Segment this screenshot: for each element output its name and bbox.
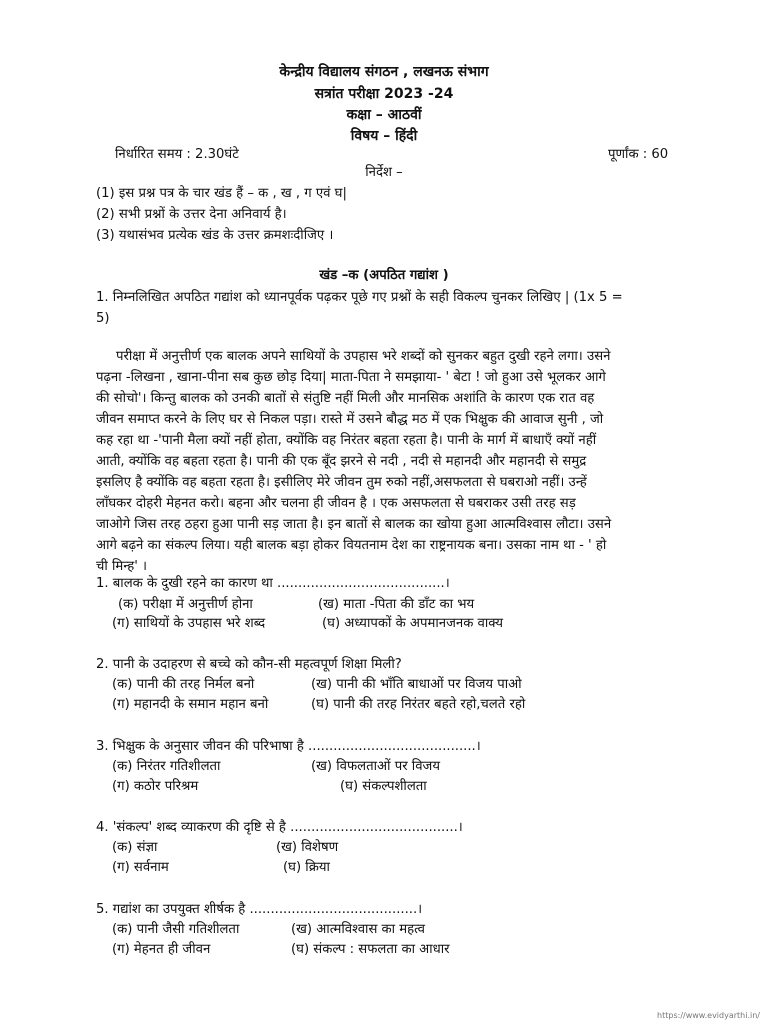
q3-option-ka: (क) निरंतर गतिशीलता [112,759,221,774]
q5-option-ga: (ग) मेहनत ही जीवन [112,942,211,957]
q4-option-ga: (ग) सर्वनाम [112,860,169,875]
question-5: 5. गद्यांश का उपयुक्त शीर्षक है ........................................। [96,902,423,917]
q5-option-ka: (क) पानी जैसी गतिशीलता [112,922,240,937]
q3-option-gha: (घ) संकल्पशीलता [340,779,427,794]
passage-line: की सोचो'। किन्तु बालक को उनकी बातों से संतुष्टि नहीं मिली और मानसिक अशांति के कारण एक रात वह [96,391,595,406]
header-class: कक्षा – आठवीं [346,107,422,123]
section-title: खंड –क (अपठित गद्यांश ) [319,268,449,283]
question-2: 2. पानी के उदाहरण से बच्चे को कौन-सी महत्वपूर्ण शिक्षा मिली? [96,657,402,672]
time-allowed: निर्धारित समय : 2.30घंटे [115,147,239,162]
q2-option-kha: (ख) पानी की भाँति बाधाओं पर विजय पाओ [311,677,522,692]
q4-option-gha: (घ) क्रिया [283,860,330,875]
question-4: 4. 'संकल्प' शब्द व्याकरण की दृष्टि से है ........................................। [96,820,463,835]
instruction-item: (2) सभी प्रश्नों के उत्तर देना अनिवार्य है। [96,207,287,222]
passage-line: पढ़ना -लिखना , खाना-पीना सब कुछ छोड़ दिया| माता-पिता ने समझाया- ' बेटा ! जो हुआ उसे भूलकर आगे [96,370,606,385]
q4-option-kha: (ख) विशेषण [276,840,339,855]
passage-line: आती, क्योंकि वह बहता रहता है। पानी की एक बूँद झरने से नदी , नदी से महानदी और महानदी से समुद्र [96,454,587,469]
passage-line: कह रहा था -'पानी मैला क्यों नहीं होता, क्योंकि वह निरंतर बहता रहता है। पानी के मार्ग में बाधाएँ क्यों नहीं [96,433,597,448]
instruction-item: (1) इस प्रश्न पत्र के चार खंड हैं – क , ख , ग एवं घ| [96,186,347,201]
passage-line: आगे बढ़ने का संकल्प लिया। यही बालक बड़ा होकर वियतनाम देश का राष्ट्रनायक बना। उसका नाम था - ' हो [96,538,607,553]
header-subject: विषय – हिंदी [350,128,418,144]
instructions-title: निर्देश – [365,165,403,180]
total-marks: पूर्णांक : 60 [608,147,669,162]
header-exam: सत्रांत परीक्षा 2023 -24 [314,86,454,102]
q3-option-ga: (ग) कठोर परिश्रम [112,779,199,794]
question-instruction: 1. निम्नलिखित अपठित गद्यांश को ध्यानपूर्वक पढ़कर पूछे गए प्रश्नों के सही विकल्प चुनकर लिखिए | (1x 5 = [96,290,623,305]
passage-line: परीक्षा में अनुत्तीर्ण एक बालक अपने साथियों के उपहास भरे शब्दों को सुनकर बहुत दुखी रहने लगा। उसने [116,349,611,364]
passage-line: लाँघकर दोहरी मेहनत करो। बहना और चलना ही जीवन है । एक असफलता से घबराकर उसी तरह सड़ [96,496,576,511]
question-1: 1. बालक के दुखी रहने का कारण था ........................................। [96,576,450,591]
question-3: 3. भिक्षुक के अनुसार जीवन की परिभाषा है ........................................। [96,739,481,754]
q1-option-ka: (क) परीक्षा में अनुत्तीर्ण होना [118,597,253,612]
q4-option-ka: (क) संज्ञा [112,840,158,855]
q2-option-ka: (क) पानी की तरह निर्मल बनो [112,677,255,692]
q5-option-gha: (घ) संकल्प : सफलता का आधार [291,942,450,957]
instruction-item: (3) यथासंभव प्रत्येक खंड के उत्तर क्रमशःदीजिए । [96,228,334,243]
q5-option-kha: (ख) आत्मविश्वास का महत्व [291,922,425,937]
q2-option-ga: (ग) महानदी के समान महान बनो [112,697,269,712]
question-instruction-marks: 5) [96,311,110,326]
passage-line: इसलिए है क्योंकि वह बहता रहता है। इसीलिए मेरे जीवन तुम रुको नहीं,असफलता से घबराओ नहीं। उन्हें [96,475,587,490]
passage-line: जाओगे जिस तरह ठहरा हुआ पानी सड़ जाता है। इन बातों से बालक का खोया हुआ आत्मविश्वास लौटा। उसने [96,517,612,532]
q1-option-gha: (घ) अध्यापकों के अपमानजनक वाक्य [322,616,503,631]
q1-option-ga: (ग) साथियों के उपहास भरे शब्द [112,616,266,631]
watermark-url: https://www.evidyarthi.in/ [657,1011,760,1020]
header-organization: केन्द्रीय विद्यालय संगठन , लखनऊ संभाग [279,64,489,80]
q1-option-kha: (ख) माता -पिता की डाँट का भय [318,597,475,612]
passage-line: जीवन समाप्त करने के लिए घर से निकल पड़ा। रास्ते में उसने बौद्ध मठ में एक भिक्षुक की आवाज सुनी , जो [96,412,604,427]
passage-line: ची मिन्ह' । [96,559,148,574]
q3-option-kha: (ख) विफलताओं पर विजय [311,759,440,774]
q2-option-gha: (घ) पानी की तरह निरंतर बहते रहो,चलते रहो [311,697,526,712]
